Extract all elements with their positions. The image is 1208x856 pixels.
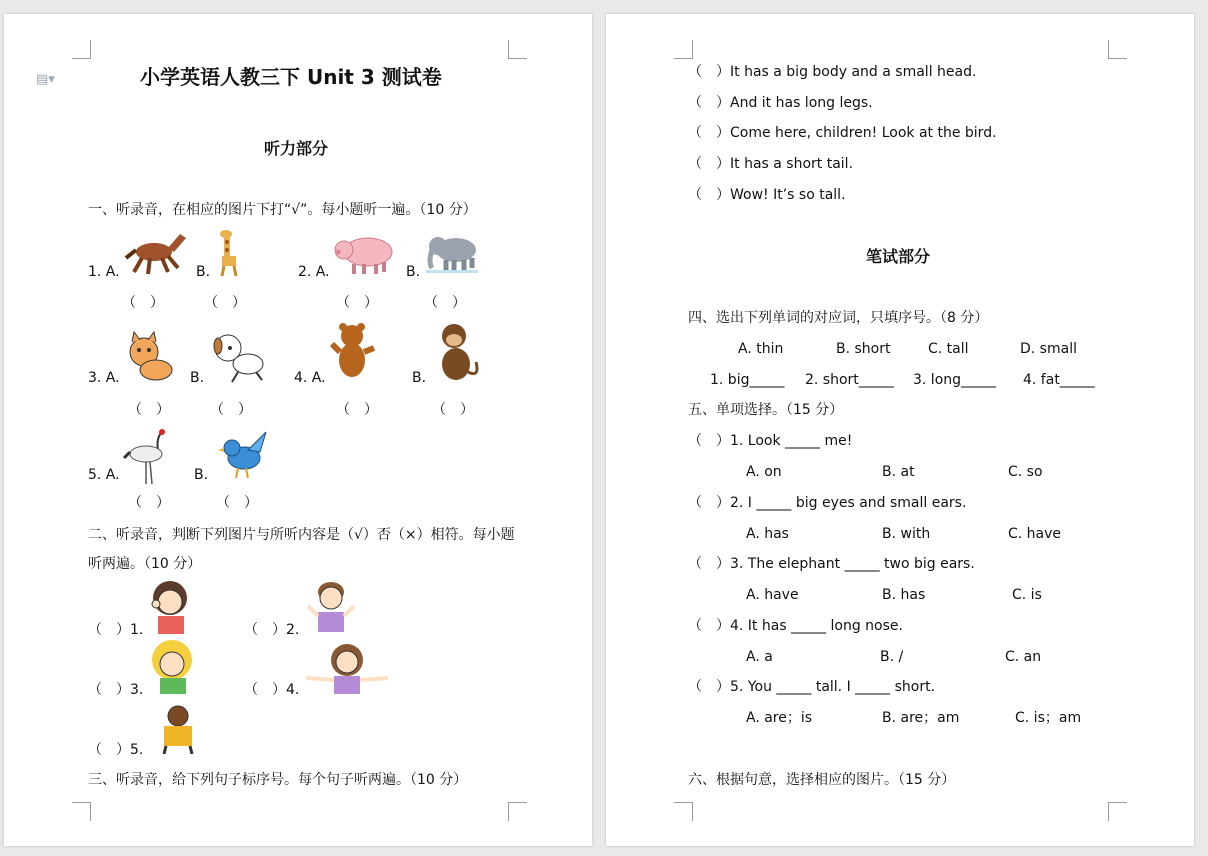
- document-page-1: [4, 14, 592, 846]
- word-option-d: D. small: [1020, 341, 1077, 357]
- document-page-2: [606, 14, 1194, 846]
- mc-q4-option-c[interactable]: C. an: [1005, 649, 1042, 665]
- mc-question-1[interactable]: （ ）1. Look _____ me!: [688, 433, 853, 449]
- margin-corner-mark: [72, 40, 91, 59]
- section-1-instruction: 一、听录音，在相应的图片下打“√”。每小题听一遍。（10 分）: [88, 202, 477, 218]
- section-3-instruction: 三、听录音，给下列句子标序号。每个句子听两遍。（10 分）: [88, 772, 468, 788]
- ordering-sentence-4[interactable]: （ ）It has a short tail.: [688, 156, 854, 172]
- section-5-instruction: 五、单项选择。（15 分）: [688, 402, 844, 418]
- mc-question-3[interactable]: （ ）3. The elephant _____ two big ears.: [688, 556, 975, 572]
- pig-icon: [334, 232, 396, 276]
- q2-a-label: 2. A.: [298, 264, 330, 280]
- margin-corner-mark: [1108, 802, 1127, 821]
- q1-b-bracket[interactable]: （ ）: [204, 295, 246, 311]
- girl-ear-icon: [148, 578, 194, 634]
- mc-q2-option-c[interactable]: C. have: [1008, 526, 1062, 542]
- q1-b-label: B.: [196, 264, 211, 280]
- q1-a-bracket[interactable]: （ ）: [122, 295, 164, 311]
- q3-a-bracket[interactable]: （ ）: [128, 402, 170, 418]
- document-title: 小学英语人教三下 Unit 3 测试卷: [140, 65, 442, 89]
- word-option-a: A. thin: [738, 341, 784, 357]
- margin-corner-mark: [508, 40, 527, 59]
- girl-blonde-icon: [148, 638, 200, 694]
- word-option-c: C. tall: [928, 341, 969, 357]
- section-2-instruction-line2: 听两遍。（10 分）: [88, 556, 202, 572]
- q3-a-label: 3. A.: [88, 370, 120, 386]
- bear-icon: [330, 322, 376, 386]
- mc-q1-option-b[interactable]: B. at: [882, 464, 915, 480]
- bird-icon: [216, 428, 278, 480]
- q4-a-label: 4. A.: [294, 370, 326, 386]
- mc-q5-option-c[interactable]: C. is；am: [1015, 710, 1082, 726]
- q4-b-bracket[interactable]: （ ）: [432, 402, 474, 418]
- mc-q4-option-b[interactable]: B. /: [880, 649, 904, 665]
- q2-b-label: B.: [406, 264, 421, 280]
- cat-icon: [122, 330, 178, 386]
- mc-q3-option-c[interactable]: C. is: [1012, 587, 1042, 603]
- word-blank-1[interactable]: 1. big_____: [710, 372, 785, 388]
- word-blank-3[interactable]: 3. long_____: [913, 372, 997, 388]
- word-option-b: B. short: [836, 341, 891, 357]
- q3-b-label: B.: [190, 370, 205, 386]
- mc-q5-option-a[interactable]: A. are；is: [746, 710, 813, 726]
- monkey-icon: [430, 322, 482, 386]
- q2-b-bracket[interactable]: （ ）: [424, 295, 466, 311]
- q1-a-label: 1. A.: [88, 264, 120, 280]
- mc-question-4[interactable]: （ ）4. It has _____ long nose.: [688, 618, 903, 634]
- ordering-sentence-3[interactable]: （ ）Come here, children! Look at the bird.: [688, 125, 997, 141]
- ordering-sentence-2[interactable]: （ ）And it has long legs.: [688, 95, 873, 111]
- mc-question-5[interactable]: （ ）5. You _____ tall. I _____ short.: [688, 679, 936, 695]
- q5-a-label: 5. A.: [88, 467, 120, 483]
- word-blank-2[interactable]: 2. short_____: [805, 372, 894, 388]
- q3-b-bracket[interactable]: （ ）: [210, 402, 252, 418]
- written-heading: 笔试部分: [866, 247, 931, 266]
- q5-a-bracket[interactable]: （ ）: [128, 495, 170, 511]
- horse-icon: [122, 228, 190, 278]
- word-blank-4[interactable]: 4. fat_____: [1023, 372, 1095, 388]
- giraffe-icon: [212, 228, 242, 278]
- margin-corner-mark: [674, 40, 693, 59]
- crane-icon: [122, 428, 174, 486]
- mc-q1-option-c[interactable]: C. so: [1008, 464, 1043, 480]
- ordering-sentence-1[interactable]: （ ）It has a big body and a small head.: [688, 64, 977, 80]
- q5-b-bracket[interactable]: （ ）: [216, 495, 258, 511]
- q4-b-label: B.: [412, 370, 427, 386]
- mc-q3-option-b[interactable]: B. has: [882, 587, 926, 603]
- dog-icon: [210, 330, 268, 384]
- mc-q5-option-b[interactable]: B. are；am: [882, 710, 960, 726]
- q2-a-bracket[interactable]: （ ）: [336, 295, 378, 311]
- girl-arms-icon: [302, 642, 392, 694]
- section-2-instruction-line1: 二、听录音，判断下列图片与所听内容是（√）否（×）相符。每小题: [88, 527, 515, 543]
- margin-corner-mark: [674, 802, 693, 821]
- document-icon[interactable]: ▤▾: [36, 72, 55, 87]
- judge-item-1[interactable]: （ ）1.: [88, 622, 144, 638]
- elephant-icon: [424, 232, 480, 274]
- boy-sitting-icon: [158, 704, 198, 754]
- margin-corner-mark: [72, 802, 91, 821]
- mc-q3-option-a[interactable]: A. have: [746, 587, 799, 603]
- mc-q4-option-a[interactable]: A. a: [746, 649, 773, 665]
- judge-item-4[interactable]: （ ）4.: [244, 682, 300, 698]
- q5-b-label: B.: [194, 467, 209, 483]
- margin-corner-mark: [508, 802, 527, 821]
- mc-q2-option-a[interactable]: A. has: [746, 526, 789, 542]
- mc-q2-option-b[interactable]: B. with: [882, 526, 931, 542]
- ordering-sentence-5[interactable]: （ ）Wow! It’s so tall.: [688, 187, 846, 203]
- q4-a-bracket[interactable]: （ ）: [336, 402, 378, 418]
- margin-corner-mark: [1108, 40, 1127, 59]
- section-4-instruction: 四、选出下列单词的对应词，只填序号。（8 分）: [688, 310, 989, 326]
- judge-item-5[interactable]: （ ）5.: [88, 742, 144, 758]
- boy-shrug-icon: [304, 578, 358, 634]
- judge-item-3[interactable]: （ ）3.: [88, 682, 144, 698]
- mc-q1-option-a[interactable]: A. on: [746, 464, 782, 480]
- listening-heading: 听力部分: [264, 139, 329, 158]
- judge-item-2[interactable]: （ ）2.: [244, 622, 300, 638]
- mc-question-2[interactable]: （ ）2. I _____ big eyes and small ears.: [688, 495, 967, 511]
- section-6-instruction: 六、根据句意，选择相应的图片。（15 分）: [688, 772, 956, 788]
